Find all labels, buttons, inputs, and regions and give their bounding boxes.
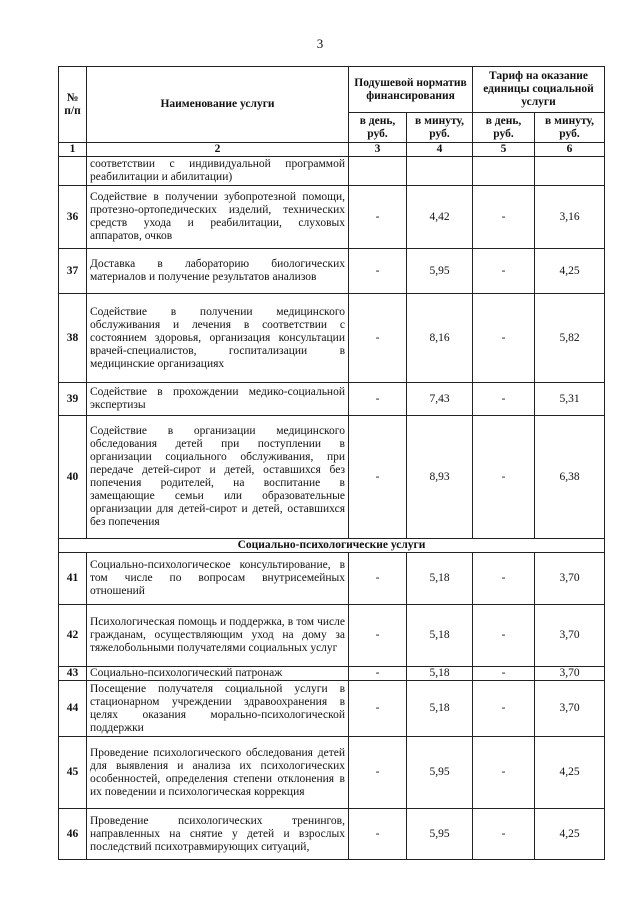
header-num: № п/п [59, 67, 87, 143]
normative-per-day: - [349, 416, 407, 539]
normative-per-day: - [349, 681, 407, 737]
service-name: Социально-психологическое консультирование, в том числе по вопросам внутрисемейных отношений [87, 553, 349, 605]
normative-per-minute [407, 157, 473, 186]
normative-per-day: - [349, 553, 407, 605]
tariff-per-day: - [473, 416, 535, 539]
tariff-per-minute: 5,31 [535, 383, 605, 416]
normative-per-day [349, 157, 407, 186]
col-number: 2 [87, 143, 349, 157]
tariff-per-minute: 4,25 [535, 809, 605, 860]
normative-per-day: - [349, 186, 407, 249]
row-number: 42 [59, 605, 87, 667]
col-number: 6 [535, 143, 605, 157]
header-tariff: Тариф на оказание единицы социальной услуги [473, 67, 605, 113]
tariff-per-day: - [473, 667, 535, 681]
row-number [59, 157, 87, 186]
row-number: 37 [59, 249, 87, 294]
row-number: 39 [59, 383, 87, 416]
section-title: Социально-психологические услуги [59, 539, 605, 553]
table-body-medical [59, 157, 605, 539]
tariff-per-minute: 3,70 [535, 667, 605, 681]
header-tariff-per-minute: в минуту, руб. [535, 113, 605, 143]
table-row [59, 553, 605, 605]
table-row [59, 157, 605, 186]
tariff-per-day: - [473, 186, 535, 249]
service-name: Содействие в получении медицинского обслуживания и лечения в соответствии с состоянием здоровья, организация консультации врачей-специалистов, госпитализации в медицинские организациях [87, 294, 349, 383]
tariff-per-day [473, 157, 535, 186]
tariff-per-day: - [473, 249, 535, 294]
normative-per-minute: 8,16 [407, 294, 473, 383]
normative-per-minute: 7,43 [407, 383, 473, 416]
normative-per-minute: 5,18 [407, 553, 473, 605]
table-body-psychological [59, 553, 605, 860]
normative-per-minute: 5,18 [407, 681, 473, 737]
table-row [59, 249, 605, 294]
table-row [59, 186, 605, 249]
section-row-group [59, 539, 605, 553]
table-row [59, 667, 605, 681]
row-number: 44 [59, 681, 87, 737]
row-number: 36 [59, 186, 87, 249]
service-name: Посещение получателя социальной услуги в стационарном учреждении здравоохранения в целях оказания морально-психологической поддержки [87, 681, 349, 737]
normative-per-minute: 5,95 [407, 737, 473, 809]
row-number: 38 [59, 294, 87, 383]
service-name: Психологическая помощь и поддержка, в том числе гражданам, осуществляющим уход на дому за тяжелобольными получателями социальных услуг [87, 605, 349, 667]
service-name: Проведение психологических тренингов, направленных на снятие у детей и взрослых последствий психотравмирующих ситуаций, [87, 809, 349, 860]
tariff-per-minute: 3,70 [535, 553, 605, 605]
normative-per-day: - [349, 383, 407, 416]
column-numbers-row [59, 143, 605, 157]
row-number: 41 [59, 553, 87, 605]
tariff-per-minute: 6,38 [535, 416, 605, 539]
tariff-per-day: - [473, 294, 535, 383]
row-number: 45 [59, 737, 87, 809]
col-number: 1 [59, 143, 87, 157]
col-number: 3 [349, 143, 407, 157]
tariff-per-day: - [473, 605, 535, 667]
service-name: Содействие в организации медицинского обследования детей при поступлении в организации социального обслуживания, при передаче детей-сирот и детей, оставшихся без попечения родителей, на воспитание в замещающие семьи или образовательные организации для детей-сирот и детей, оставшихся без попечения [87, 416, 349, 539]
normative-per-minute: 5,95 [407, 809, 473, 860]
table-row [59, 737, 605, 809]
header-norm-per-day: в день, руб. [349, 113, 407, 143]
normative-per-day: - [349, 809, 407, 860]
tariff-per-day: - [473, 553, 535, 605]
table-row [59, 294, 605, 383]
normative-per-minute: 4,42 [407, 186, 473, 249]
tariff-per-day: - [473, 809, 535, 860]
normative-per-day: - [349, 667, 407, 681]
table-row [59, 416, 605, 539]
normative-per-minute: 5,18 [407, 605, 473, 667]
service-name: Содействие в получении зубопротезной помощи, протезно-ортопедических изделий, технических средств ухода и реабилитации, слуховых аппаратов, очков [87, 186, 349, 249]
normative-per-minute: 5,18 [407, 667, 473, 681]
tariff-per-minute: 3,16 [535, 186, 605, 249]
row-number: 43 [59, 667, 87, 681]
tariff-per-day: - [473, 383, 535, 416]
tariff-per-minute: 3,70 [535, 605, 605, 667]
table-row [59, 605, 605, 667]
service-name: соответствии с индивидуальной программой реабилитации и абилитации) [87, 157, 349, 186]
header-norm-per-minute: в минуту, руб. [407, 113, 473, 143]
header-normative: Подушевой норматив финансирования [349, 67, 473, 113]
service-name: Доставка в лабораторию биологических материалов и получение результатов анализов [87, 249, 349, 294]
page-number: 3 [316, 36, 324, 51]
normative-per-day: - [349, 249, 407, 294]
row-number: 46 [59, 809, 87, 860]
normative-per-day: - [349, 605, 407, 667]
service-name: Содействие в прохождении медико-социальной экспертизы [87, 383, 349, 416]
normative-per-day: - [349, 737, 407, 809]
tariff-per-minute [535, 157, 605, 186]
header-name: Наименование услуги [87, 67, 349, 143]
col-number: 4 [407, 143, 473, 157]
service-name: Проведение психологического обследования детей для выявления и анализа их психологических особенностей, определения степени отклонения в их поведении и психологическая коррекция [87, 737, 349, 809]
row-number: 40 [59, 416, 87, 539]
header-tariff-per-day: в день, руб. [473, 113, 535, 143]
service-name: Социально-психологический патронаж [87, 667, 349, 681]
col-number: 5 [473, 143, 535, 157]
tariff-per-minute: 5,82 [535, 294, 605, 383]
normative-per-minute: 8,93 [407, 416, 473, 539]
table-row [59, 383, 605, 416]
normative-per-day: - [349, 294, 407, 383]
tariff-per-minute: 3,70 [535, 681, 605, 737]
tariff-per-day: - [473, 681, 535, 737]
services-table [58, 66, 605, 860]
table-row [59, 681, 605, 737]
normative-per-minute: 5,95 [407, 249, 473, 294]
tariff-per-day: - [473, 737, 535, 809]
table-row [59, 809, 605, 860]
tariff-per-minute: 4,25 [535, 249, 605, 294]
tariff-per-minute: 4,25 [535, 737, 605, 809]
